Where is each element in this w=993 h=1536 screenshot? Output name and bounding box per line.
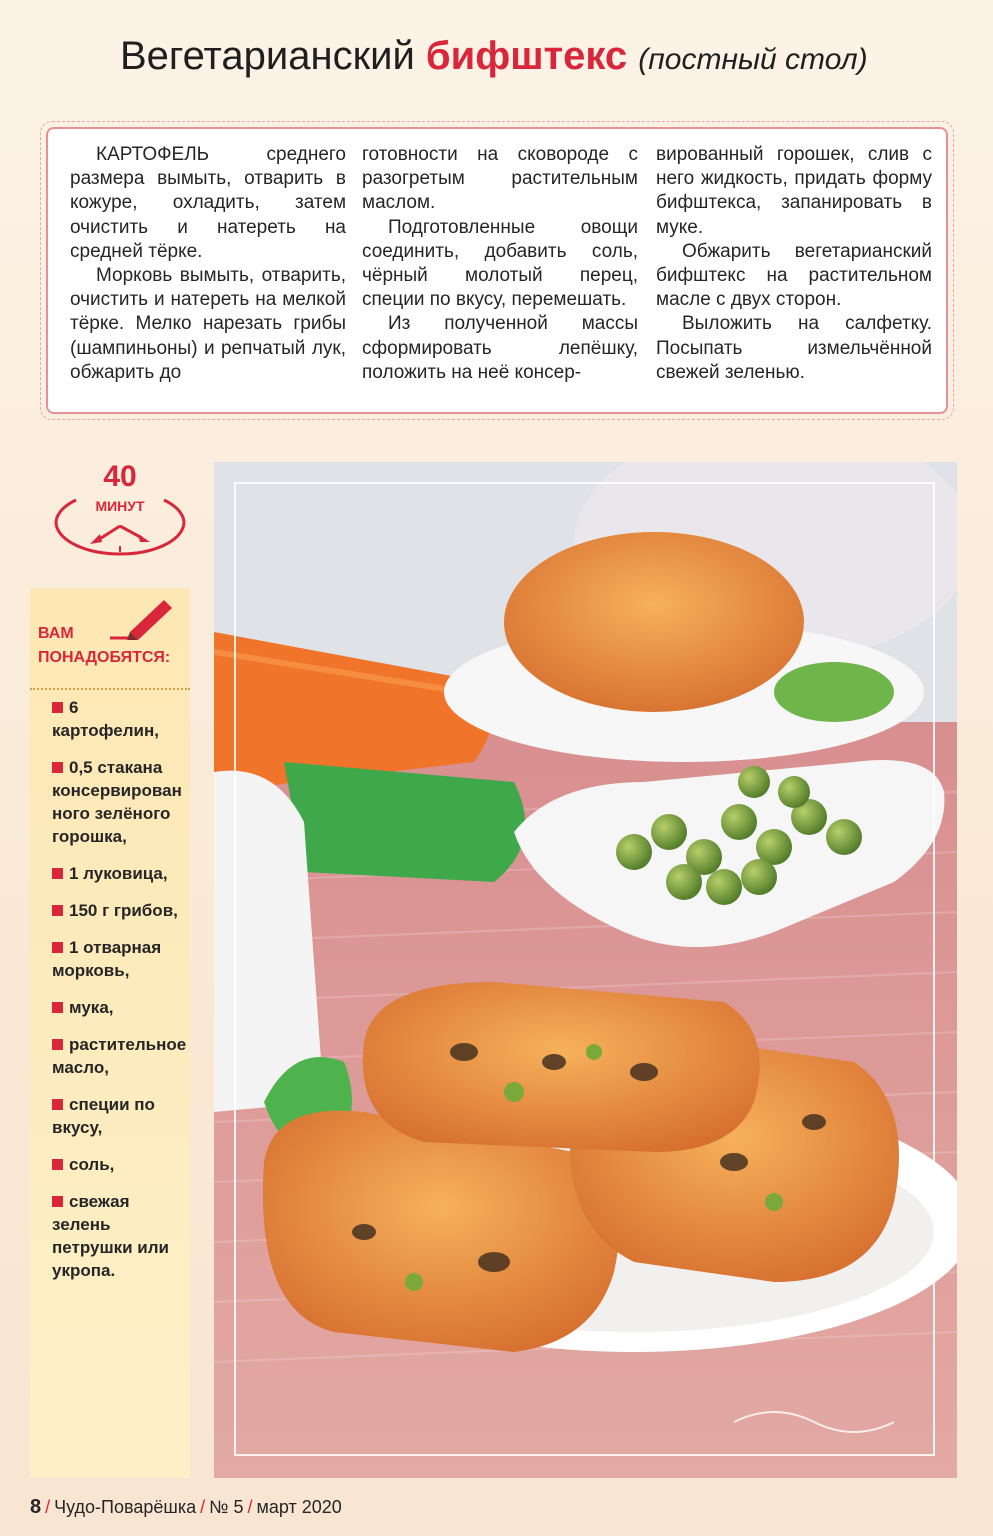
recipe-paragraph: готовности на сковороде с разогретым растительным маслом.: [362, 144, 638, 214]
ingredient-text: свежая зелень петрушки или укропа.: [52, 1192, 169, 1280]
ingredient-item: [52, 996, 188, 1019]
issue-number: № 5: [209, 1497, 244, 1517]
photo-frame: [234, 482, 935, 1456]
ingredient-item: [52, 1033, 188, 1079]
ingredients-list: [52, 696, 188, 1296]
ingredient-text: специи по вкусу,: [52, 1095, 155, 1137]
ingredients-heading-line-2: ПОНАДОБЯТСЯ:: [38, 649, 171, 666]
recipe-text-box: [46, 127, 948, 414]
ingredient-item: [52, 899, 188, 922]
ingredient-text: соль,: [69, 1155, 115, 1174]
ingredient-text: растительное масло,: [52, 1035, 187, 1077]
cooking-time-unit: МИНУТ: [95, 498, 145, 514]
ingredients-heading: [38, 622, 188, 670]
ingredient-item: [52, 1190, 188, 1282]
magazine-name: Чудо-Поварёшка: [54, 1497, 197, 1517]
ingredient-text: 150 г грибов,: [69, 901, 178, 920]
recipe-paragraph: КАРТОФЕЛЬ среднего размера вымыть, отварить в кожуре, охладить, затем очистить и натереть на средней тёрке.: [70, 144, 346, 262]
ingredient-text: 1 отварная морковь,: [52, 938, 162, 980]
footer-separator: /: [200, 1497, 206, 1517]
ingredient-text: 0,5 стакана консервированного зелёного горошка,: [52, 758, 182, 846]
title-main: Вегетарианский: [120, 34, 415, 78]
ingredients-divider: [30, 688, 190, 690]
cooking-time-badge: [46, 462, 194, 558]
ingredient-item: [52, 936, 188, 982]
recipe-paragraph: Выложить на салфетку. Посыпать измельчённой свежей зеленью.: [656, 313, 932, 383]
food-photo: [214, 462, 957, 1478]
page-number: 8: [30, 1496, 42, 1518]
clock-icon: [46, 482, 194, 558]
ingredient-item: [52, 696, 188, 742]
recipe-paragraph: Подготовленные овощи соединить, добавить соль, чёрный молотый перец, специи по вкусу, перемешать.: [362, 216, 638, 311]
ingredient-text: мука,: [69, 998, 114, 1017]
cooking-time-value: 40: [103, 460, 137, 493]
recipe-column-2: [362, 143, 638, 385]
footer-separator: /: [247, 1497, 253, 1517]
ingredients-panel: [30, 588, 190, 1478]
ingredient-item: [52, 1093, 188, 1139]
ingredient-item: [52, 756, 188, 848]
issue-date: март 2020: [256, 1497, 342, 1517]
title-note: (постный стол): [638, 43, 868, 76]
footer-separator: /: [45, 1497, 51, 1517]
page-title: [120, 26, 980, 86]
recipe-paragraph: вированный горошек, слив с него жидкость, придать форму бифштекса, запанировать в муке.: [656, 144, 932, 238]
ingredient-text: 1 луковица,: [69, 864, 168, 883]
recipe-paragraph: Морковь вымыть, отварить, очистить и натереть на мелкой тёрке. Мелко нарезать грибы (шампиньоны) и репчатый лук, обжарить до: [70, 265, 346, 383]
recipe-column-1: [70, 143, 346, 385]
ingredient-item: [52, 1153, 188, 1176]
ingredients-heading-line-1: ВАМ: [38, 625, 74, 642]
recipe-column-3: [656, 143, 932, 385]
recipe-paragraph: Обжарить вегетарианский бифштекс на растительном масле с двух сторон.: [656, 240, 932, 311]
page-footer: [30, 1494, 630, 1520]
ingredient-item: [52, 862, 188, 885]
ingredient-text: 6 картофелин,: [52, 698, 159, 740]
title-accent: бифштекс: [425, 34, 628, 78]
recipe-paragraph: Из полученной массы сформировать лепёшку, положить на неё консер-: [362, 313, 638, 383]
